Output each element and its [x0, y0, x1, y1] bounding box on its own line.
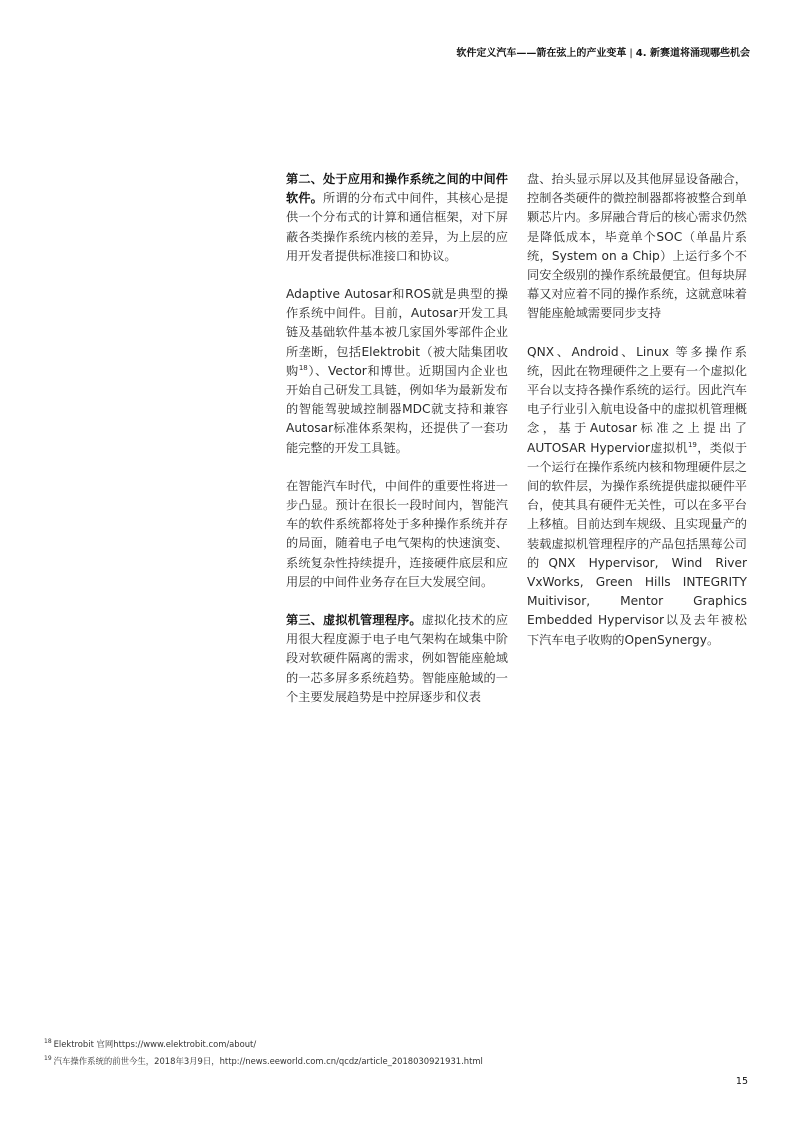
footnote-19 [44, 1053, 483, 1070]
running-header [456, 44, 750, 59]
footnote-marker: 19 [44, 1055, 52, 1063]
right-column [527, 170, 747, 669]
paragraph-middleware [286, 170, 508, 266]
hypervisor-heading: 第三、虚拟机管理程序。 [286, 613, 422, 628]
virtualization-text-a: QNX、Android、Linux 等多操作系统，因此在物理硬件之上要有一个虚拟化平台以支持各操作系统的运行。因此汽车电子行业引入航电设备中的虚拟机管理概念，基于Autosar标准之上提出了AUTOSAR Hypervior虚拟机 [527, 344, 747, 455]
page-number: 15 [735, 1076, 748, 1087]
footnote-text[interactable]: Elektrobit 官网https://www.elektrobit.com/about/ [53, 1039, 257, 1049]
footnote-18 [44, 1036, 483, 1053]
paragraph-screen-fusion [527, 170, 747, 324]
screen-fusion-text: 盘、抬头显示屏以及其他屏显设备融合，控制各类硬件的微控制器都将被整合到单颗芯片内。多屏融合背后的核心需求仍然是降低成本，毕竟单个SOC（单晶片系统，System on a Chip）上运行多个不同安全级别的操作系统最便宜。但每块屏幕又对应着不同的操作系统，这就意味着智能座舱域需要同步支持 [527, 172, 747, 321]
footnotes [44, 1036, 483, 1070]
hypervisor-text: 虚拟化技术的应用很大程度源于电子电气架构在域集中阶段对软硬件隔离的需求，例如智能座舱域的一芯多屏多系统趋势。智能座舱域的一个主要发展趋势是中控屏逐步和仪表 [286, 613, 509, 704]
left-column [286, 170, 508, 726]
header-title: 软件定义汽车——箭在弦上的产业变革 [456, 48, 627, 59]
paragraph-middleware-importance [286, 477, 508, 592]
importance-text: 在智能汽车时代，中间件的重要性将进一步凸显。预计在很长一段时间内，智能汽车的软件系统都将处于多种操作系统并存的局面，随着电子电气架构的快速演变、系统复杂性持续提升，连接硬件底层和应用层的中间件业务存在巨大发展空间。 [286, 478, 508, 589]
virtualization-text-b: ，类似于一个运行在操作系统内核和物理硬件层之间的软件层，为操作系统提供虚拟硬件平台，使其具有硬件无关性，可以在多平台上移植。目前达到车规级、且实现量产的装载虚拟机管理程序的产品包括黑莓公司的QNX Hypervisor, Wind River VxWorks, Green Hills INTEGRITY Muitivisor, Mentor Graphics Embedded Hypervisor以及去年被松下汽车电子收购的OpenSynergy。 [527, 440, 748, 647]
paragraph-virtualization [527, 343, 747, 650]
paragraph-autosar-ros [286, 285, 508, 458]
middleware-text: 所谓的分布式中间件，其核心是提供一个分布式的计算和通信框架，对下屏蔽各类操作系统内核的差异，为上层的应用开发者提供标准接口和协议。 [286, 191, 509, 263]
autosar-text-b: ）、Vector和博世。近期国内企业也开始自己研发工具链，例如华为最新发布的智能驾驶域控制器MDC就支持和兼容Autosar标准体系架构，还提供了一套功能完整的开发工具链。 [286, 363, 508, 455]
paragraph-hypervisor [286, 611, 508, 707]
autosar-text-a: Adaptive Autosar和ROS就是典型的操作系统中间件。目前，Autosar开发工具链及基础软件基本被几家国外零部件企业所垄断，包括Elektrobit（被大陆集团收购 [286, 287, 508, 378]
header-separator: | [629, 48, 633, 59]
footnote-ref-18[interactable]: 18 [298, 363, 308, 372]
footnote-ref-19[interactable]: 19 [687, 440, 697, 449]
header-section: 4. 新赛道将涌现哪些机会 [635, 48, 750, 59]
footnote-text[interactable]: 汽车操作系统的前世今生，2018年3月9日，http://news.eeworld.com.cn/qcdz/article_2018030921931.html [53, 1056, 483, 1066]
footnote-marker: 18 [44, 1038, 52, 1046]
middleware-heading: 第二、处于应用和操作系统之间的中间件软件。 [286, 172, 508, 206]
